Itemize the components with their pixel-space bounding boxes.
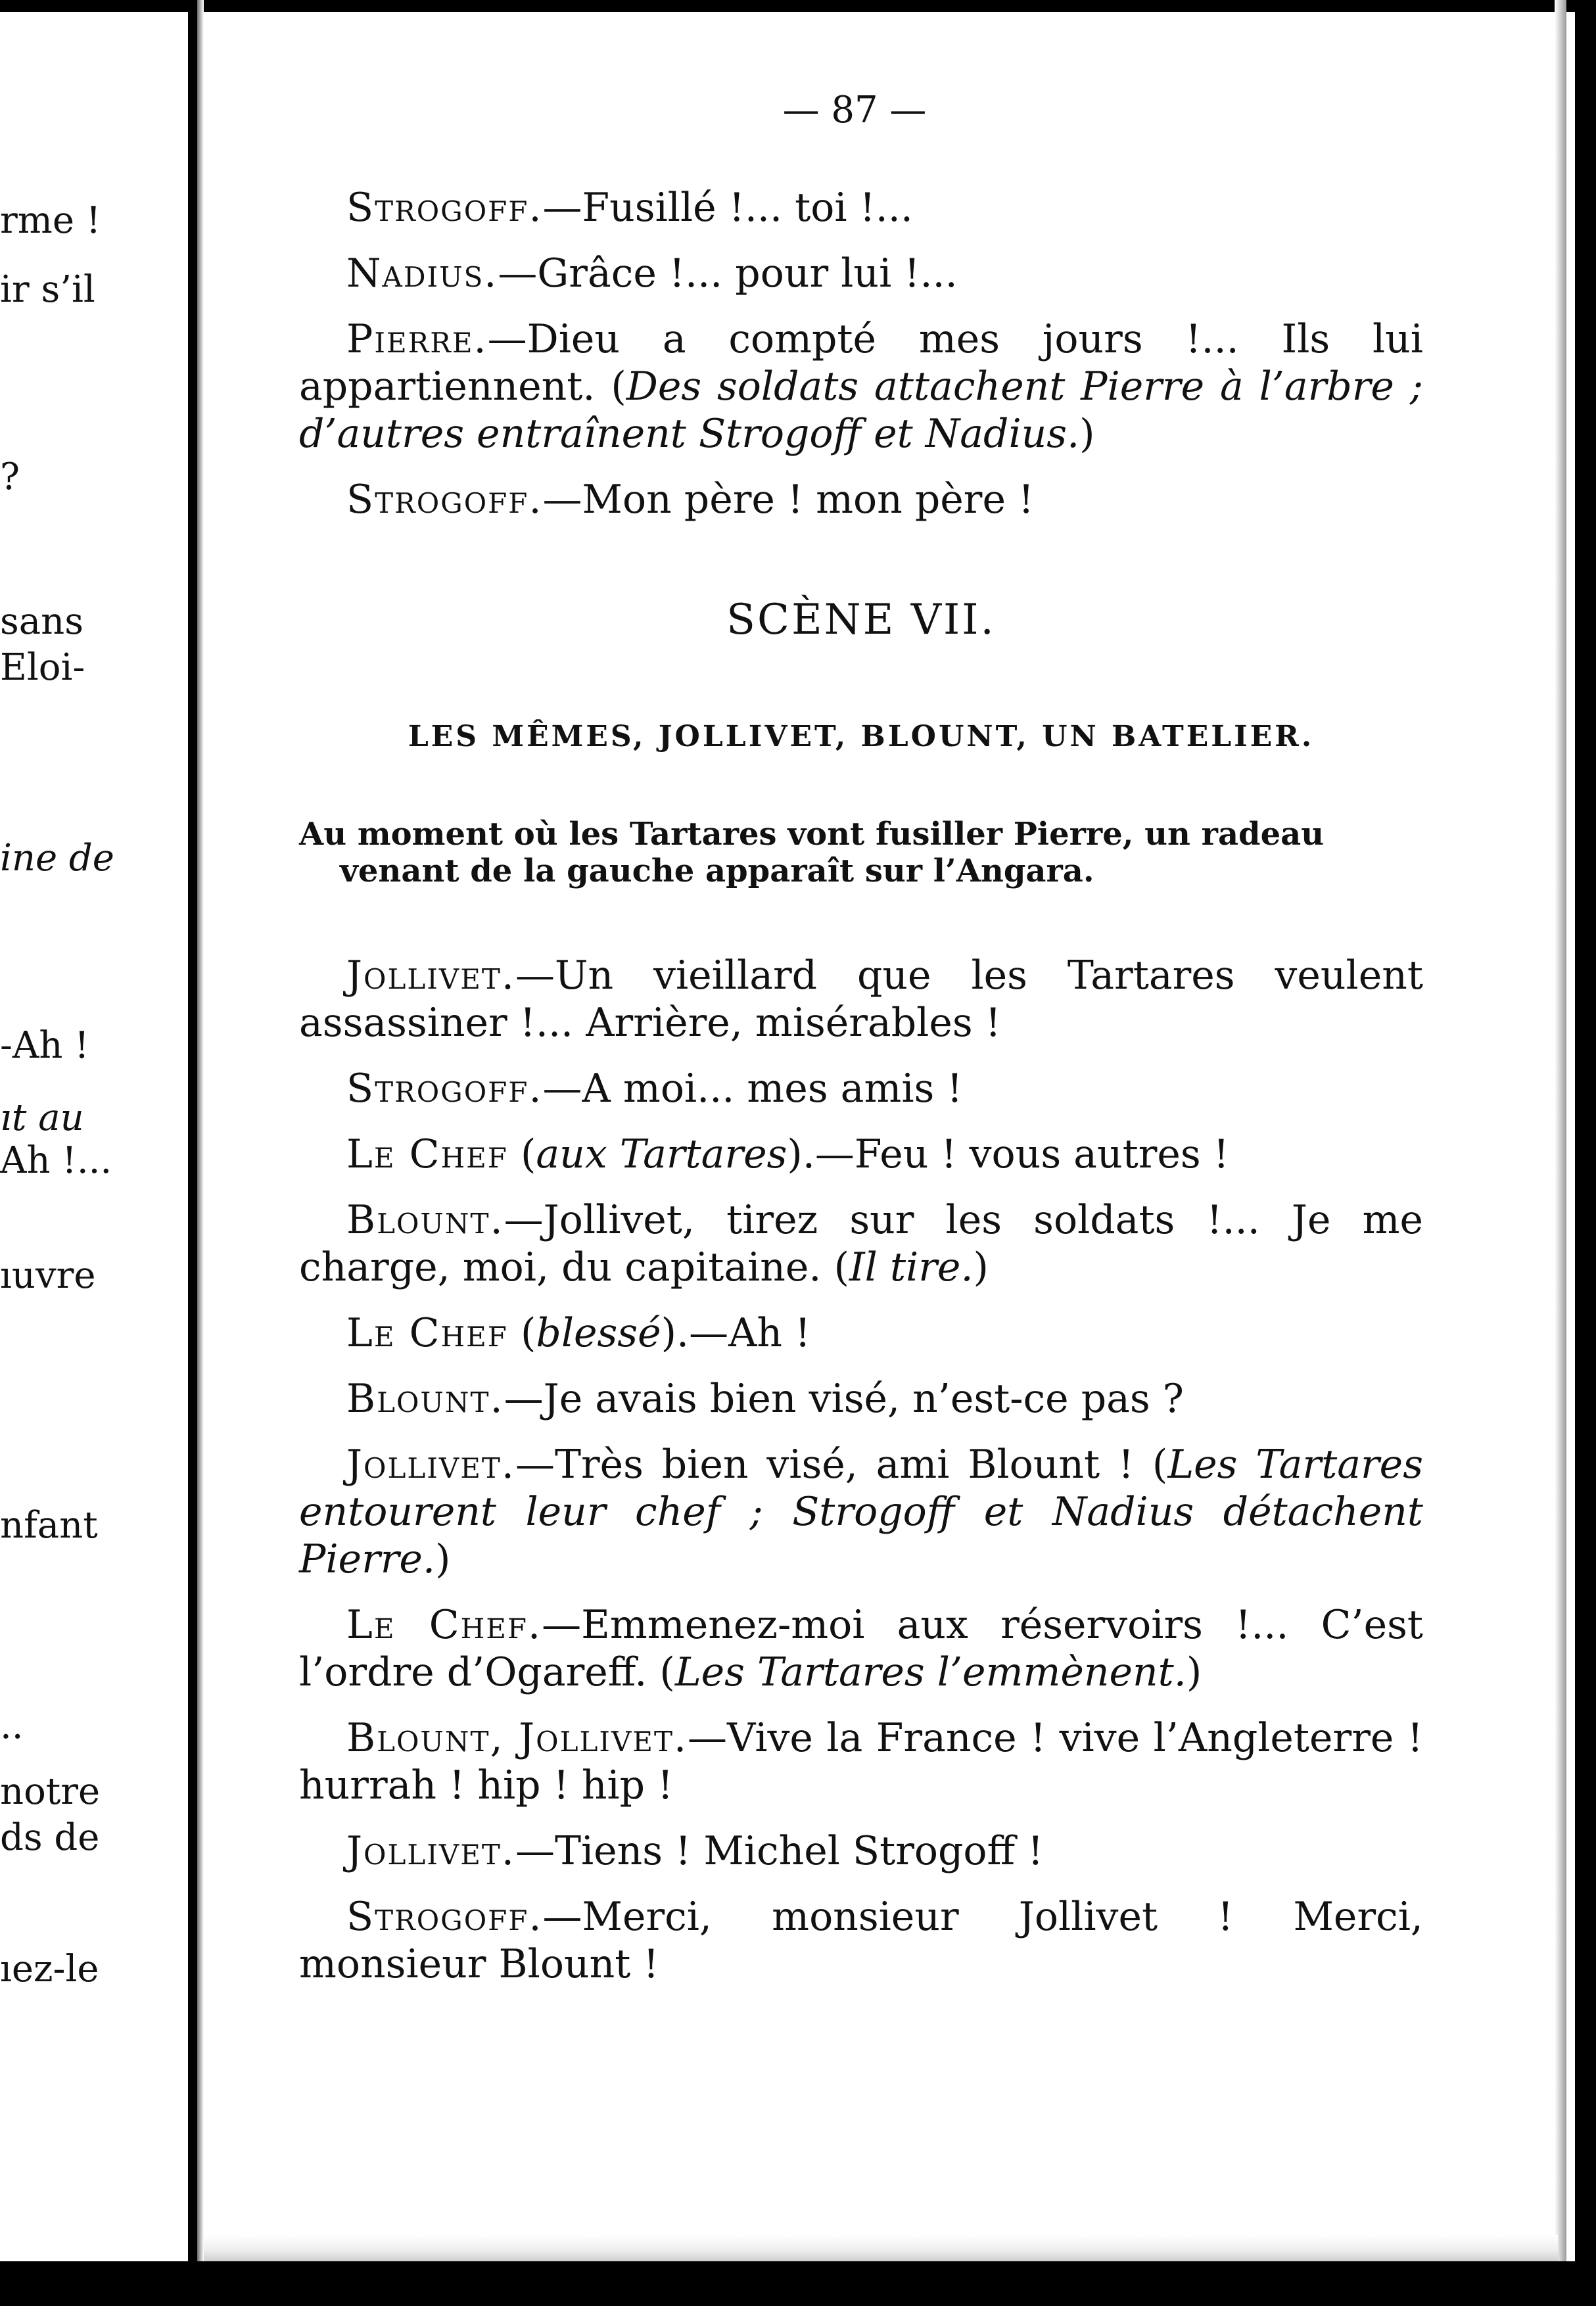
speaker-name: Strogoff. bbox=[346, 477, 543, 523]
dialogue-line: Blount, Jollivet.—Vive la France ! vive l’Angleterre ! hurrah ! hip ! hip ! bbox=[299, 1715, 1423, 1808]
dialogue-line: Blount.—Jollivet, tirez sur les soldats !... Je me charge, moi, du capitaine. (Il tire.) bbox=[299, 1197, 1423, 1290]
speaker-name: Jollivet. bbox=[346, 1828, 515, 1874]
speaker-name: Nadius. bbox=[346, 250, 498, 296]
stage-direction-inline: Il tire. bbox=[849, 1244, 974, 1290]
speaker-name: Blount. bbox=[346, 1376, 504, 1422]
left-page-line: Eloi- bbox=[0, 646, 85, 689]
gutter-shadow bbox=[197, 0, 204, 2261]
left-page-line: -Ah ! bbox=[0, 1024, 89, 1067]
dialogue-line: Strogoff.—Fusillé !... toi !... bbox=[346, 185, 913, 231]
left-page-line: notre bbox=[0, 1770, 101, 1813]
scene-characters: LES MÊMES, JOLLIVET, BLOUNT, UN BATELIER. bbox=[408, 720, 1315, 753]
left-page-line: rme ! bbox=[0, 199, 101, 242]
left-page-line: Ah !... bbox=[0, 1139, 112, 1182]
page-edge-bottom bbox=[204, 2235, 1558, 2261]
dialogue-line: Jollivet.—Très bien visé, ami Blount ! (Les Tartares entourent leur chef ; Strogoff et Nadius détachent Pierre.) bbox=[299, 1442, 1423, 1582]
scan-border-bottom bbox=[0, 2261, 1596, 2306]
speaker-name: Strogoff. bbox=[346, 1894, 543, 1940]
speaker-name: Pierre. bbox=[346, 316, 488, 362]
speaker-name: Le Chef. bbox=[346, 1602, 542, 1648]
dialogue-line: Le Chef.—Emmenez-moi aux réservoirs !... C’est l’ordre d’Ogareff. (Les Tartares l’emmènent.) bbox=[299, 1602, 1424, 1695]
dialogue-after-scene bbox=[299, 952, 1423, 1988]
dialogue-line: Nadius.—Grâce !... pour lui !... bbox=[346, 250, 958, 296]
book-gutter bbox=[188, 0, 197, 2261]
speaker-name: Blount, Jollivet. bbox=[346, 1715, 688, 1761]
scan-border-right bbox=[1575, 0, 1596, 2306]
left-page-line: ir s’il bbox=[0, 268, 95, 311]
left-page-line: ıuvre bbox=[0, 1254, 96, 1297]
speaker-name: Strogoff. bbox=[346, 1066, 543, 1112]
dialogue-line: Le Chef (blessé).—Ah ! bbox=[346, 1310, 811, 1356]
speaker-name: Le Chef bbox=[346, 1131, 508, 1177]
left-page-line: sans bbox=[0, 600, 83, 643]
left-page-line: nfant bbox=[0, 1504, 98, 1547]
left-page-line: ıez-le bbox=[0, 1948, 99, 1990]
inline-direction: blessé bbox=[536, 1310, 661, 1356]
dialogue-line: Strogoff.—Merci, monsieur Jollivet ! Merci, monsieur Blount ! bbox=[299, 1894, 1423, 1987]
dialogue-before-scene bbox=[299, 184, 1423, 523]
dialogue-line: Le Chef (aux Tartares).—Feu ! vous autres ! bbox=[346, 1131, 1229, 1177]
dialogue-line: Strogoff.—A moi... mes amis ! bbox=[346, 1066, 963, 1112]
stage-direction-inline: Les Tartares l’emmènent. bbox=[674, 1649, 1186, 1695]
dialogue-line: Jollivet.—Un vieillard que les Tartares veulent assassiner !... Arrière, misérables ! bbox=[299, 953, 1423, 1046]
page-content bbox=[299, 184, 1423, 2006]
scan-border-top bbox=[0, 0, 1596, 12]
dialogue-line: Jollivet.—Tiens ! Michel Strogoff ! bbox=[346, 1828, 1044, 1874]
left-page-line: ine de bbox=[0, 837, 114, 880]
dialogue-line: Pierre.—Dieu a compté mes jours !... Ils lui appartiennent. (Des soldats attachent Pierre à l’arbre ; d’autres entraînent Strogoff et Nadius.) bbox=[299, 316, 1423, 457]
speaker-name: Jollivet. bbox=[346, 1442, 515, 1488]
speaker-name: Strogoff. bbox=[346, 185, 543, 231]
dialogue-line: Blount.—Je avais bien visé, n’est-ce pas ? bbox=[346, 1376, 1184, 1422]
stage-direction-inline: Des soldats attachent Pierre à l’arbre ; d’autres entraînent Strogoff et Nadius. bbox=[299, 364, 1423, 457]
inline-direction: aux Tartares bbox=[536, 1131, 787, 1177]
left-page-line: ? bbox=[0, 456, 20, 498]
left-page-line: ıt au bbox=[0, 1096, 84, 1139]
page-number: — 87 — bbox=[782, 89, 927, 131]
scene-title: SCÈNE VII. bbox=[726, 596, 996, 644]
speaker-name: Jollivet. bbox=[346, 953, 515, 999]
speaker-name: Blount. bbox=[346, 1197, 504, 1243]
dialogue-line: Strogoff.—Mon père ! mon père ! bbox=[346, 477, 1035, 523]
stage-direction: Au moment où les Tartares vont fusiller Pierre, un radeau venant de la gauche apparaît sur l’Angara. bbox=[299, 816, 1325, 889]
left-page-line: .. bbox=[0, 1705, 24, 1747]
speaker-name: Le Chef bbox=[346, 1310, 508, 1356]
stage-direction-inline: Les Tartares entourent leur chef ; Strogoff et Nadius détachent Pierre. bbox=[299, 1442, 1423, 1582]
page-edge-right bbox=[1555, 0, 1566, 2261]
left-page-line: ds de bbox=[0, 1816, 100, 1859]
